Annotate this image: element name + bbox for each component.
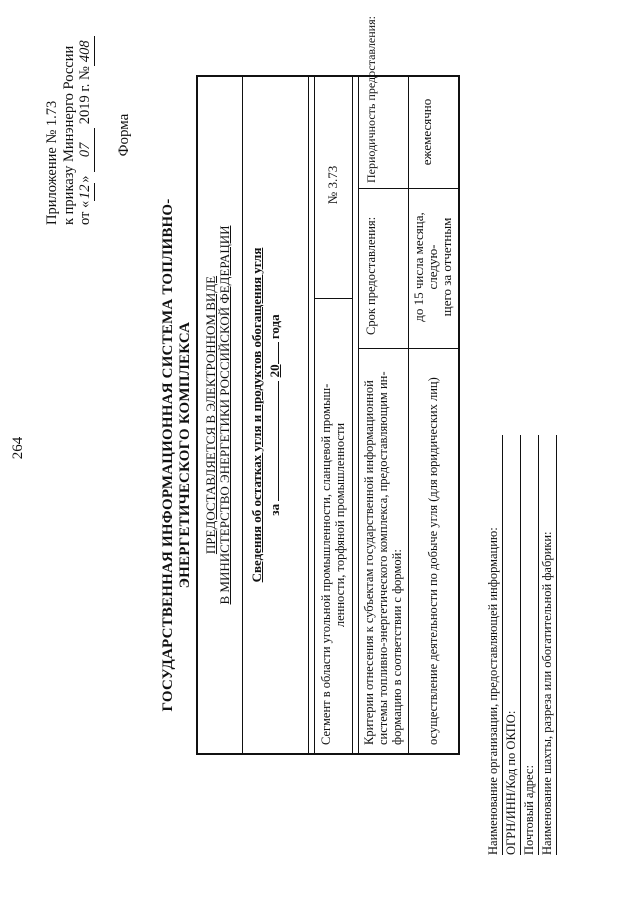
divider [314,298,352,299]
divider [358,188,458,189]
appendix-day: 12 [77,184,93,199]
org-name-label: Наименование организации, предоставляющей информацию: [486,527,500,855]
segment-text: Сегмент в области угольной промышленности, сланцевой промыш- ленности, торфяной промышленности [319,383,347,745]
divider [242,77,243,753]
divider [358,77,359,753]
divider [408,77,409,753]
mine-label: Наименование шахты, разреза или обогатительной фабрики: [540,531,554,855]
appendix-line1: Приложение № 1.73 [44,100,60,225]
page-number: 264 [10,436,26,460]
form-number: № 3.73 [325,165,340,205]
form-table [196,16,460,755]
appendix-month: 07 [77,128,95,172]
report-title: Сведения об остатках угля и продуктов обогащения угля [249,247,264,583]
periodicity-header: Периодичность предоставления: [364,16,378,183]
divider [308,77,309,753]
report-period: за 20 года [267,314,282,516]
ogrn-label: ОГРН/ИНН/Код по ОКПО: [504,710,518,855]
submission-notice [204,77,232,753]
divider [358,348,458,349]
report-title-block [250,77,282,753]
criteria-value: осуществление деятельности по добыче угля (для юридических лиц) [426,377,440,745]
periodicity-value: ежемесячно [419,98,434,166]
divider [352,77,353,753]
divider [502,435,503,855]
appendix-line2: к приказу Минэнерго России [60,45,77,225]
submission-line2: В МИНИСТЕРСТВО ЭНЕРГЕТИКИ РОССИЙСКОЙ ФЕДЕРАЦИИ [217,225,232,605]
divider [314,77,315,753]
address-label: Почтовый адрес: [522,765,536,855]
appendix-date-line: от «12» 07 2019 г. №408 [77,15,95,225]
divider [538,435,539,855]
deadline-header: Срок предоставления: [364,216,378,335]
appendix-number: 408 [77,36,95,66]
main-title: ГОСУДАРСТВЕННАЯ ИНФОРМАЦИОННАЯ СИСТЕМА ТОПЛИВНО-ЭНЕРГЕТИЧЕСКОГО КОМПЛЕКСА [160,198,193,712]
deadline-value: до 15 числа месяца, следую- щего за отчетным [411,212,454,322]
divider [556,435,557,855]
submission-line1: ПРЕДОСТАВЛЯЕТСЯ В ЭЛЕКТРОННОМ ВИДЕ [203,275,218,555]
appendix-header [44,15,95,225]
divider [520,435,521,855]
criteria-header: Критерии отнесения к субъектам государственной информационной системы топливно-энергетического комплекса, предоставляющим ин- формацию в соответствии с формой: [362,371,404,745]
form-label: Форма [116,113,132,157]
